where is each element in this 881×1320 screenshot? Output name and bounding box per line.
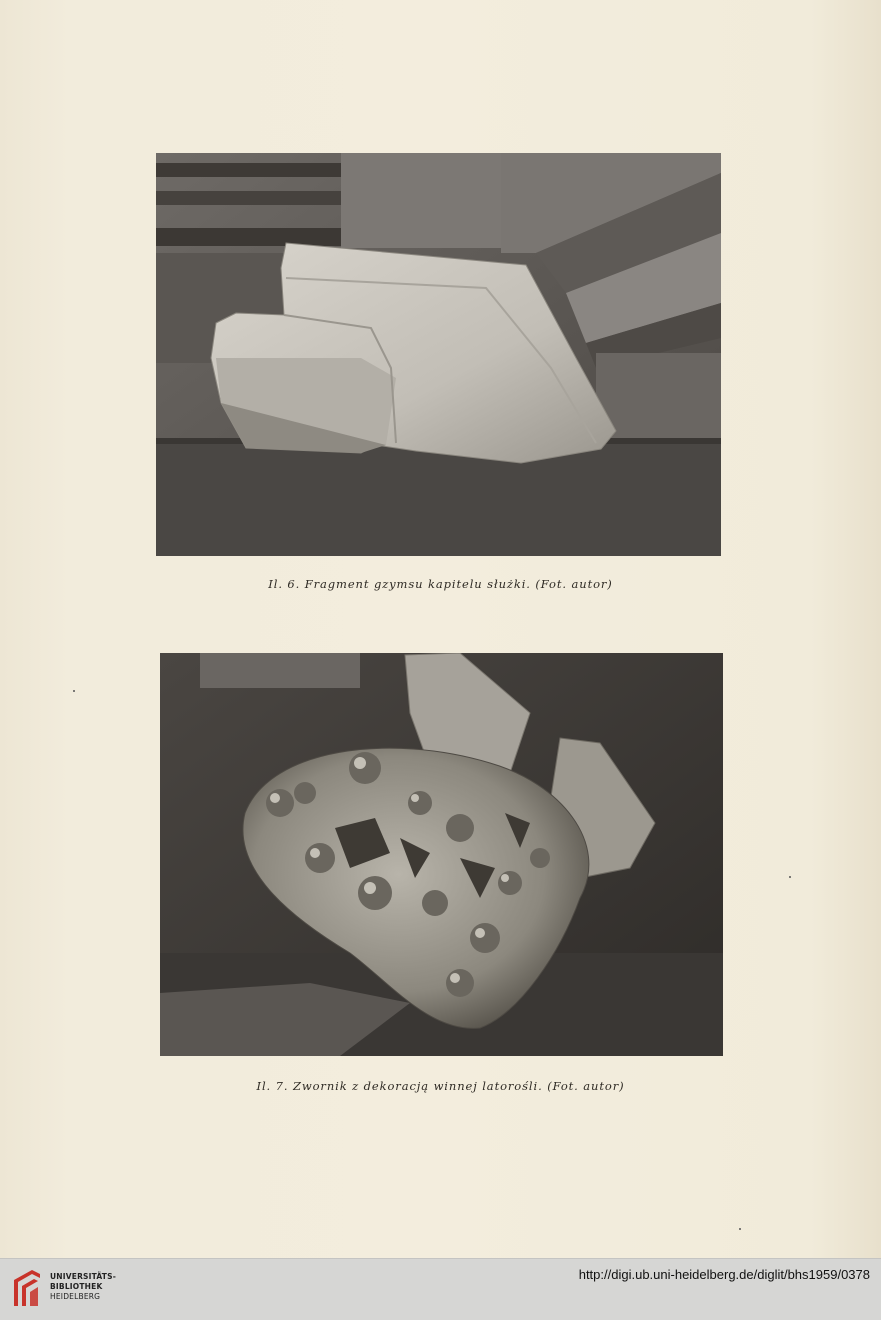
figure-7-caption: Il. 7. Zwornik z dekoracją winnej latorośli. (Fot. autor) bbox=[256, 1079, 625, 1093]
footer-bar bbox=[0, 1258, 881, 1320]
scan-speck bbox=[789, 876, 791, 878]
library-name-line3: HEIDELBERG bbox=[50, 1292, 101, 1301]
library-name-line2: BIBLIOTHEK bbox=[50, 1282, 103, 1291]
figure-6-photo bbox=[156, 153, 721, 556]
scan-speck bbox=[739, 1228, 741, 1230]
figure-7-photo bbox=[160, 653, 723, 1056]
permalink-url[interactable]: http://digi.ub.uni-heidelberg.de/diglit/bhs1959/0378 bbox=[578, 1267, 870, 1282]
university-library-logo-icon[interactable] bbox=[10, 1266, 44, 1310]
scan-speck bbox=[73, 690, 75, 692]
figure-6-caption: Il. 6. Fragment gzymsu kapitelu służki. (Fot. autor) bbox=[268, 577, 613, 591]
library-name bbox=[50, 1272, 116, 1302]
library-name-line1: UNIVERSITÄTS- bbox=[50, 1272, 117, 1281]
